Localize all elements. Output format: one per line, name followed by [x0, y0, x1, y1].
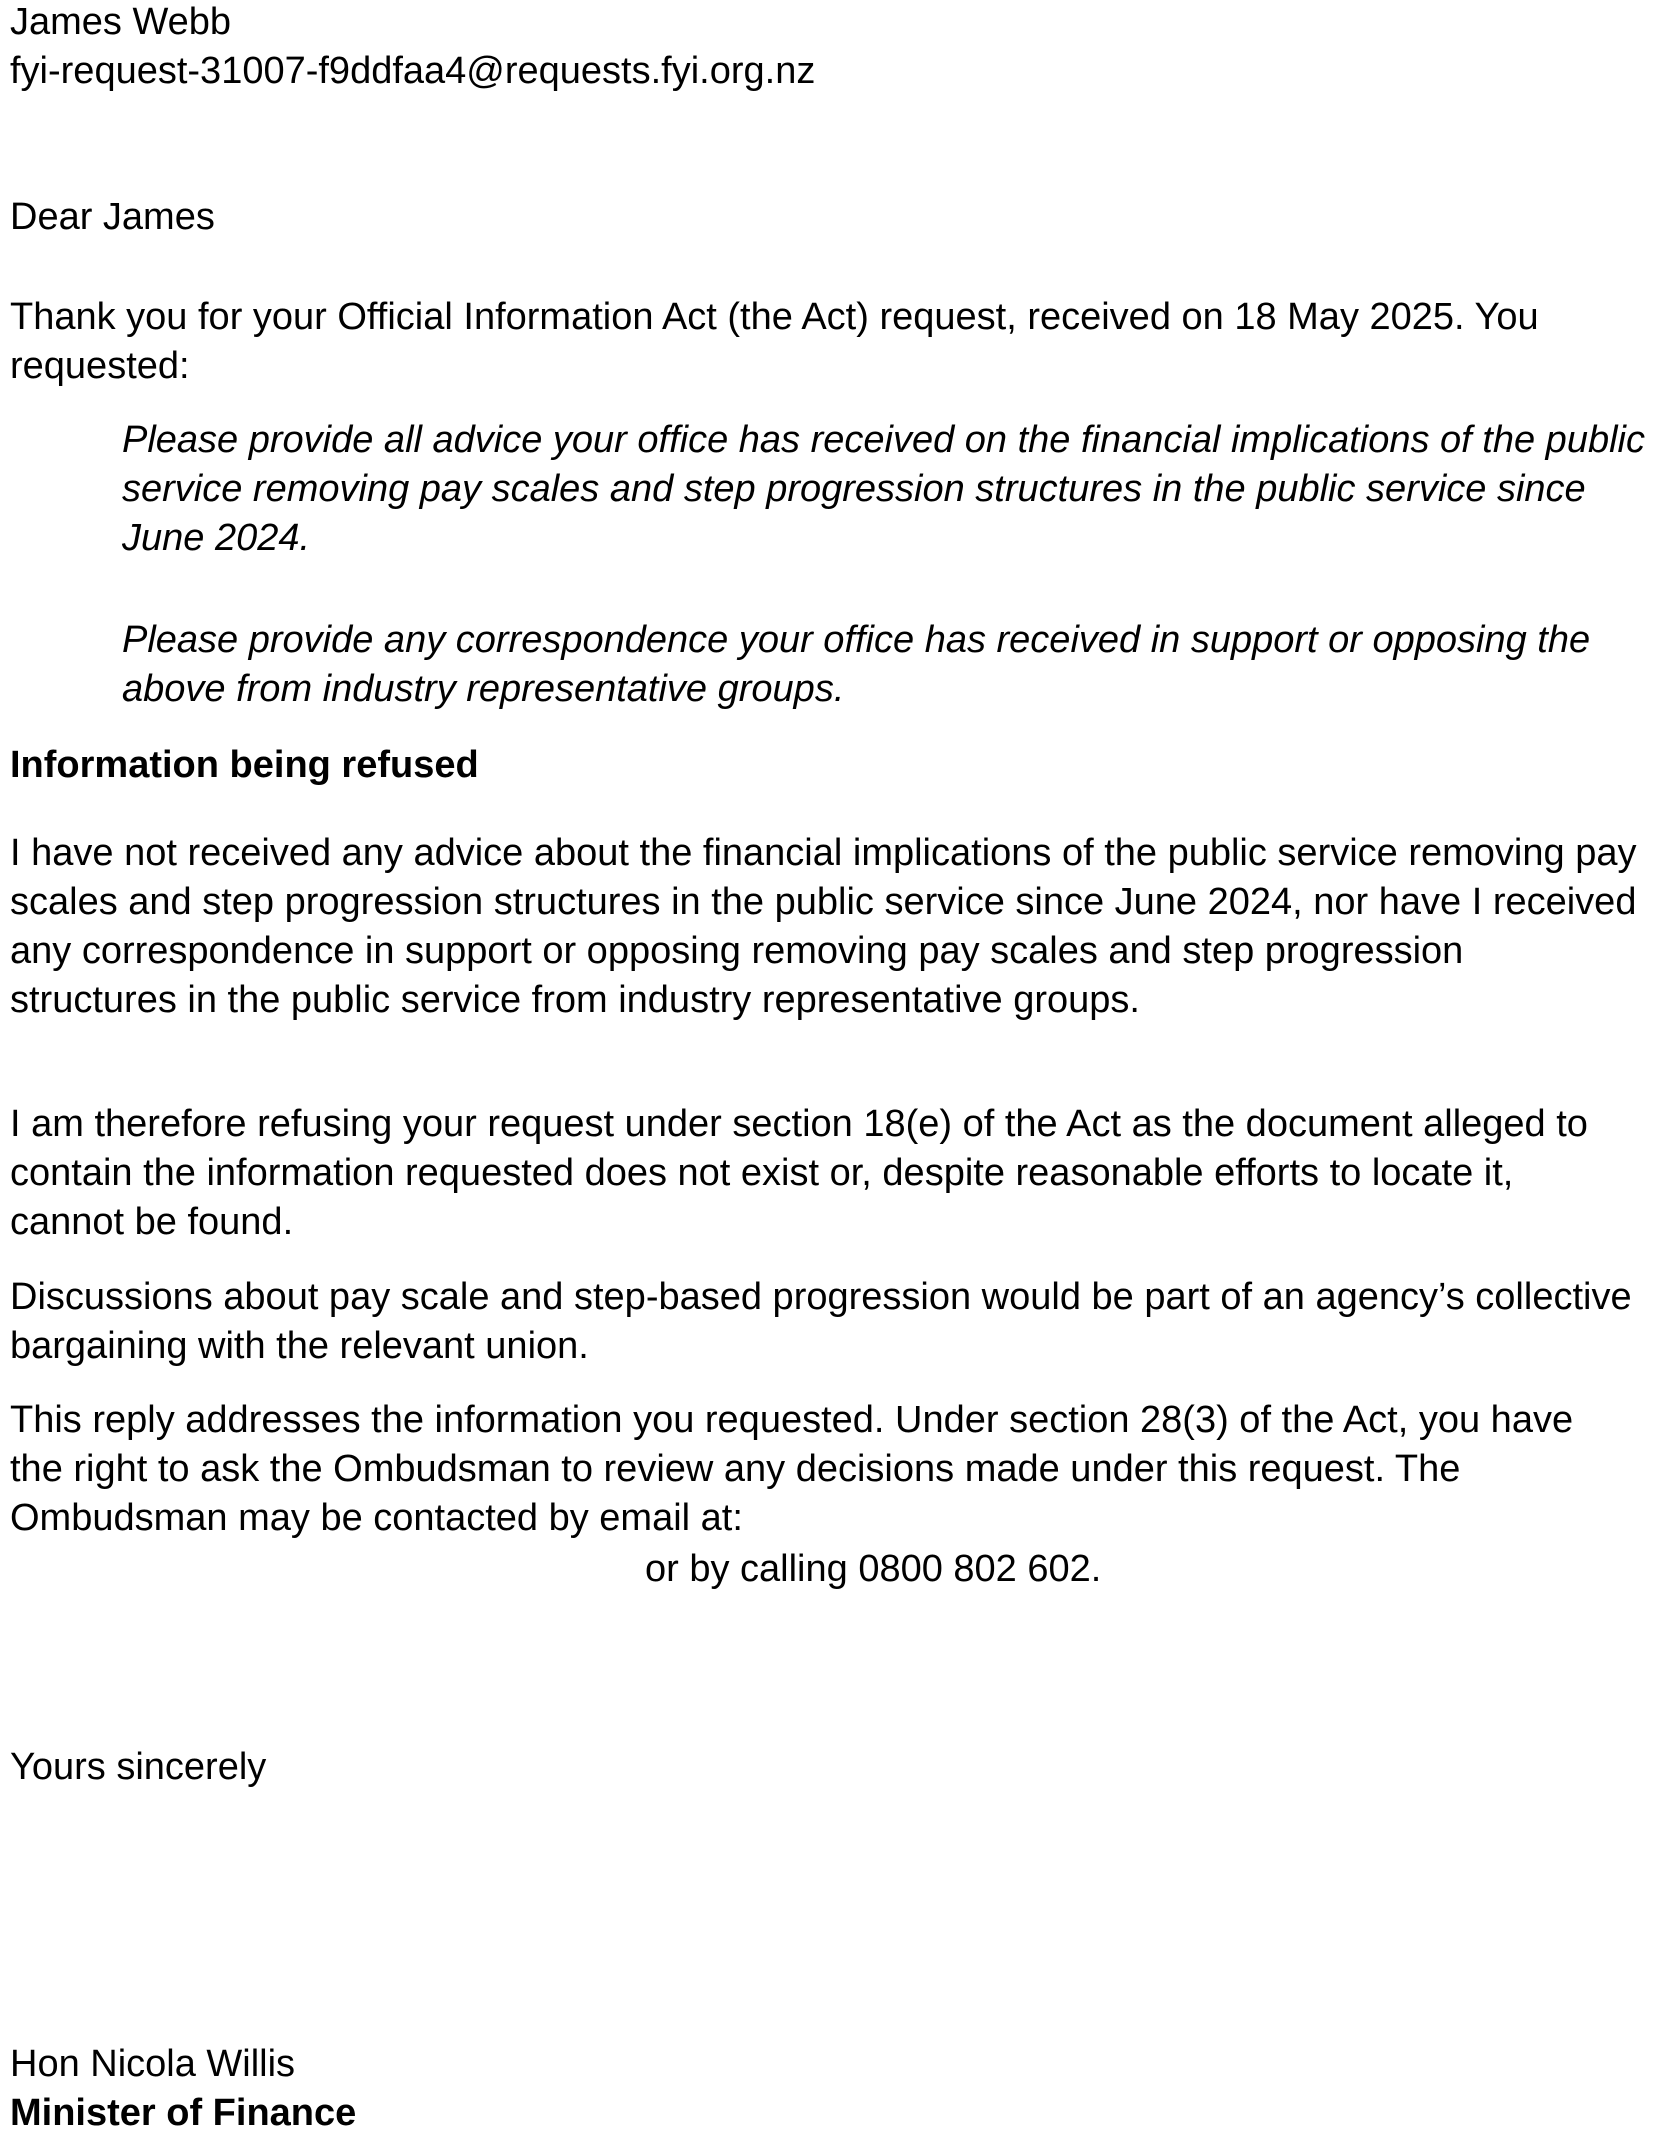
ombudsman-phone: or by calling 0800 802 602. — [645, 1548, 1102, 1590]
ombudsman-paragraph: This reply addresses the information you requested. Under section 28(3) of the Act, you have the right to ask the Ombudsman to review any decisions made under this request. The Ombudsman may be contacted by email at: — [10, 1399, 1574, 1539]
recipient-block — [10, 0, 815, 96]
recipient-name: James Webb — [10, 1, 232, 43]
body-paragraph-1: I have not received any advice about the financial implications of the public service removing pay scales and step progression structures in the public service since June 2024, nor have I received any correspondence in support or opposing removing pay scales and step progression structures in the public service from industry representative groups. — [10, 832, 1637, 1021]
request-quote-1: Please provide all advice your office has received on the financial implications of the public service removing pay scales and step progression structures in the public service since June 2024. — [122, 419, 1645, 559]
closing: Yours sincerely — [10, 1746, 267, 1788]
request-quote-2: Please provide any correspondence your office has received in support or opposing the above from industry representative groups. — [122, 619, 1591, 710]
section-heading: Information being refused — [10, 744, 479, 786]
salutation: Dear James — [10, 196, 215, 238]
intro-paragraph: Thank you for your Official Information Act (the Act) request, received on 18 May 2025. You requested: — [10, 296, 1539, 387]
body-paragraph-3: Discussions about pay scale and step-based progression would be part of an agency’s collective bargaining with the relevant union. — [10, 1276, 1632, 1367]
signatory-name: Hon Nicola Willis — [10, 2043, 296, 2085]
recipient-email: fyi-request-31007-f9ddfaa4@requests.fyi.org.nz — [10, 50, 816, 92]
body-paragraph-2: I am therefore refusing your request under section 18(e) of the Act as the document alleged to contain the information requested does not exist or, despite reasonable efforts to locate it, cannot be found. — [10, 1103, 1588, 1243]
signature-block — [10, 2040, 356, 2138]
signatory-title: Minister of Finance — [10, 2092, 357, 2134]
